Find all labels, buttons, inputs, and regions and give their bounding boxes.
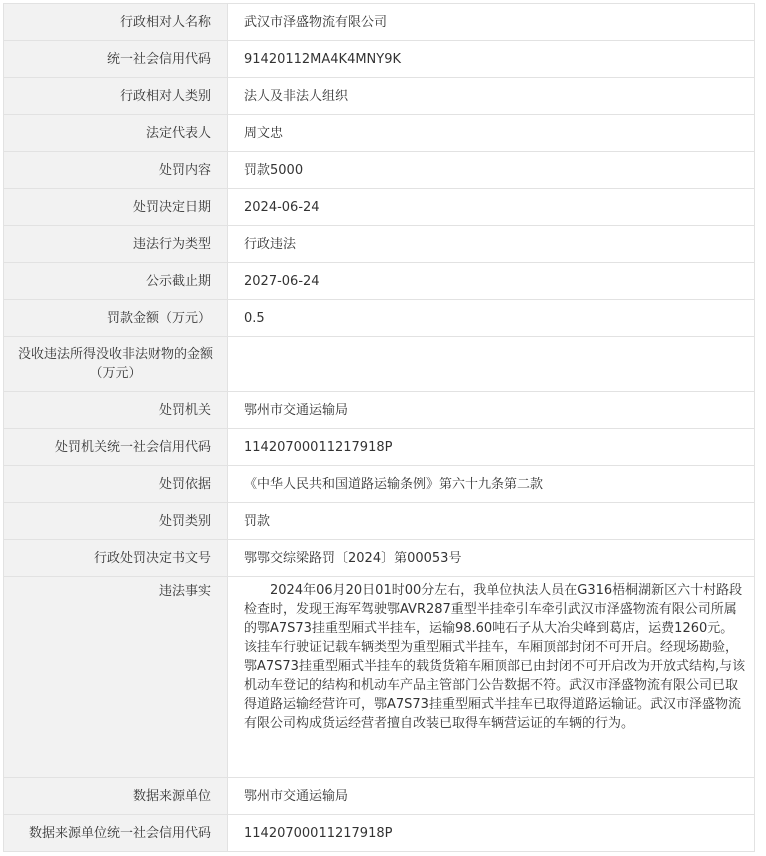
field-label: 处罚依据	[4, 466, 228, 503]
table-row	[4, 152, 755, 189]
field-value: 鄂州市交通运输局	[228, 392, 755, 429]
field-label: 处罚内容	[4, 152, 228, 189]
field-value: 行政违法	[228, 226, 755, 263]
table-row	[4, 466, 755, 503]
field-label: 处罚类别	[4, 503, 228, 540]
field-label: 统一社会信用代码	[4, 41, 228, 78]
table-row	[4, 226, 755, 263]
table-row	[4, 300, 755, 337]
field-value: 0.5	[228, 300, 755, 337]
field-value: 罚款5000	[228, 152, 755, 189]
table-row	[4, 78, 755, 115]
table-row	[4, 503, 755, 540]
field-label: 违法事实	[4, 577, 228, 778]
table-row	[4, 577, 755, 778]
table-row	[4, 4, 755, 41]
field-label: 数据来源单位	[4, 778, 228, 815]
table-row	[4, 189, 755, 226]
table-row	[4, 41, 755, 78]
field-value: 鄂鄂交综梁路罚〔2024〕第00053号	[228, 540, 755, 577]
field-value: 法人及非法人组织	[228, 78, 755, 115]
field-label: 行政相对人类别	[4, 78, 228, 115]
record-detail	[3, 3, 755, 852]
table-row	[4, 337, 755, 392]
field-value: 罚款	[228, 503, 755, 540]
field-label: 法定代表人	[4, 115, 228, 152]
field-value: 武汉市泽盛物流有限公司	[228, 4, 755, 41]
field-value: 11420700011217918P	[228, 429, 755, 466]
field-label: 违法行为类型	[4, 226, 228, 263]
field-value: 11420700011217918P	[228, 815, 755, 852]
table-row	[4, 263, 755, 300]
table-row	[4, 392, 755, 429]
field-label: 数据来源单位统一社会信用代码	[4, 815, 228, 852]
field-value: 2024年06月20日01时00分左右，我单位执法人员在G316梧桐湖新区六十村路段检查时，发现王海军驾驶鄂AVR287重型半挂牵引车牵引武汉市泽盛物流有限公司所属的鄂A7S73挂重型厢式半挂车，运输98.60吨石子从大冶尖峰到葛店，运费1260元。该挂车行驶证记载车辆类型为重型厢式半挂车，车厢顶部封闭不可开启。经现场勘验，鄂A7S73挂重型厢式半挂车的载货货箱车厢顶部已由封闭不可开启改为开放式结构,与该机动车登记的结构和机动车产品主管部门公告数据不符。武汉市泽盛物流有限公司已取得道路运输经营许可，鄂A7S73挂重型厢式半挂车已取得道路运输证。武汉市泽盛物流有限公司构成货运经营者擅自改装已取得车辆营运证的车辆的行为。	[228, 577, 755, 778]
field-label: 没收违法所得没收非法财物的金额（万元）	[4, 337, 228, 392]
field-value	[228, 337, 755, 392]
field-value: 周文忠	[228, 115, 755, 152]
field-label: 公示截止期	[4, 263, 228, 300]
field-label: 处罚机关统一社会信用代码	[4, 429, 228, 466]
table-row	[4, 540, 755, 577]
table-row	[4, 778, 755, 815]
field-label: 罚款金额（万元）	[4, 300, 228, 337]
field-value: 2027-06-24	[228, 263, 755, 300]
penalty-info-table	[3, 3, 755, 852]
field-value: 《中华人民共和国道路运输条例》第六十九条第二款	[228, 466, 755, 503]
field-label: 处罚机关	[4, 392, 228, 429]
field-value: 鄂州市交通运输局	[228, 778, 755, 815]
table-row	[4, 429, 755, 466]
table-row	[4, 115, 755, 152]
field-label: 行政相对人名称	[4, 4, 228, 41]
field-value: 91420112MA4K4MNY9K	[228, 41, 755, 78]
field-value: 2024-06-24	[228, 189, 755, 226]
field-label: 处罚决定日期	[4, 189, 228, 226]
field-label: 行政处罚决定书文号	[4, 540, 228, 577]
table-row	[4, 815, 755, 852]
